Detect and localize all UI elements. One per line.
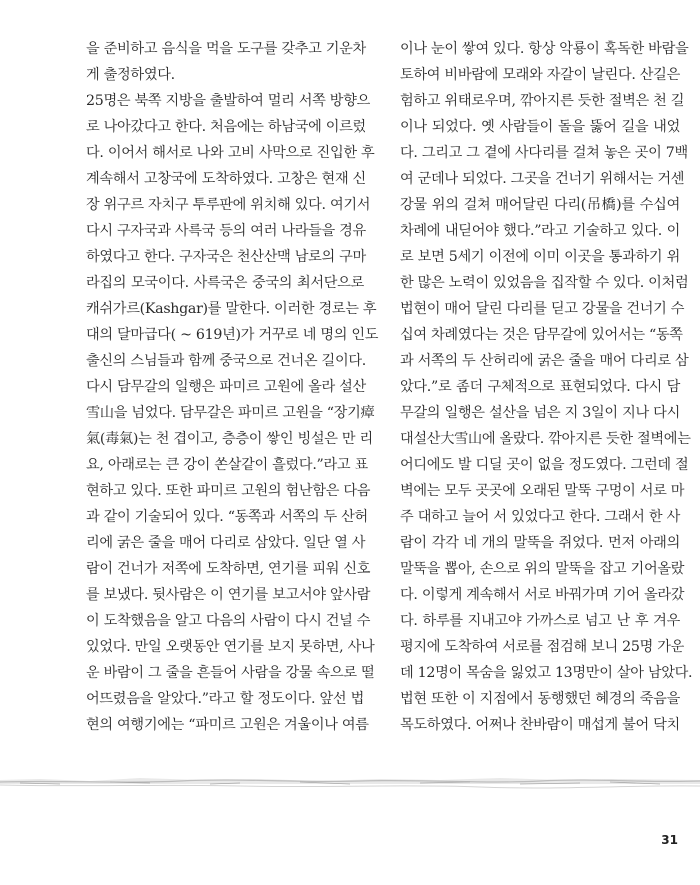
right-column-line: 았다.”로 좀더 구체적으로 표현되었다. 다시 담 xyxy=(400,379,680,395)
left-column-line: 다. 이어서 해서로 나와 고비 사막으로 진입한 후 xyxy=(86,145,375,161)
left-column-line: 리에 굵은 줄을 매어 다리로 삼았다. 일단 열 사 xyxy=(86,535,366,551)
right-column-line: 한 많은 노력이 있었음을 집작할 수 있다. 이처럼 xyxy=(400,275,689,291)
right-column-line: 데 12명이 목숨을 잃었고 13명만이 살아 남았다. xyxy=(400,665,693,681)
left-column-line: 요, 아래로는 큰 강이 쏜살같이 흘렀다.”라고 표 xyxy=(86,457,368,473)
right-column-line: 어디에도 발 디딜 곳이 없을 정도였다. 그런데 절 xyxy=(400,457,689,473)
right-column-line: 대설산大雪山에 올랐다. 깎아지른 듯한 절벽에는 xyxy=(400,431,691,447)
left-column-line: 계속해서 고창국에 도착하였다. 고창은 현재 신 xyxy=(86,171,366,187)
right-column-line: 주 대하고 늘어 서 있었다고 한다. 그래서 한 사 xyxy=(400,509,680,525)
right-column-line: 말뚝을 뽑아, 손으로 위의 말뚝을 잡고 기어올랐 xyxy=(400,561,685,577)
right-column-line: 다. 그리고 그 곁에 사다리를 걸쳐 놓은 곳이 7백 xyxy=(400,145,688,161)
left-column-line: 氣(毒氣)는 천 겹이고, 층층이 쌓인 빙설은 만 리 xyxy=(86,431,373,447)
right-column-line: 목도하였다. 어쩌나 찬바람이 매섭게 불어 닥치 xyxy=(400,717,680,733)
right-column-line: 법현이 매어 달린 다리를 딛고 강물을 건너기 수 xyxy=(400,301,685,317)
left-column-line: 장 위구르 자치구 투루판에 위치해 있다. 여기서 xyxy=(86,197,371,213)
left-column-line: 라집의 모국이다. 사륵국은 중국의 최서단으로 xyxy=(86,275,364,291)
left-column-line: 다시 담무갈의 일행은 파미르 고원에 올라 설산 xyxy=(86,379,366,395)
right-column-line: 벽에는 모두 곳곳에 오래된 말뚝 구멍이 서로 마 xyxy=(400,483,685,499)
right-text-column xyxy=(400,36,693,738)
left-column-line: 람이 건너가 저쪽에 도착하면, 연기를 피워 신호 xyxy=(86,561,371,577)
right-column-line: 차례에 내딛어야 했다.”라고 기술하고 있다. 이 xyxy=(400,223,680,239)
right-column-line: 다. 이렇게 계속해서 서로 바꿔가며 기어 올라갔 xyxy=(400,587,685,603)
left-column-line: 를 보냈다. 뒷사람은 이 연기를 보고서야 앞사람 xyxy=(86,587,371,603)
right-column-line: 토하여 비바람에 모래와 자갈이 날린다. 산길은 xyxy=(400,67,680,83)
right-column-line: 십여 차례였다는 것은 담무갈에 있어서는 “동쪽 xyxy=(400,327,683,343)
torn-paper-edge xyxy=(0,768,700,808)
left-column-line: 雪山을 넘었다. 담무갈은 파미르 고원을 “장기瘴 xyxy=(86,405,375,421)
left-column-line: 현의 여행기에는 “파미르 고원은 겨울이나 여름 xyxy=(86,717,369,733)
left-column-line: 현하고 있다. 또한 파미르 고원의 험난함은 다음 xyxy=(86,483,371,499)
left-column-line: 출신의 스님들과 함께 중국으로 건너온 길이다. xyxy=(86,353,366,369)
left-column-line: 25명은 북쪽 지방을 출발하여 멀리 서쪽 방향으 xyxy=(86,93,371,109)
left-column-line: 어뜨렸음을 알았다.”라고 할 정도이다. 앞선 법 xyxy=(86,691,364,707)
right-column-line: 강물 위의 걸쳐 매어달린 다리(吊橋)를 수십여 xyxy=(400,197,680,213)
page-number: 31 xyxy=(661,833,678,847)
right-column-line: 람이 각각 네 개의 말뚝을 쥐었다. 먼저 아래의 xyxy=(400,535,680,551)
right-column-line: 평지에 도착하여 서로를 점검해 보니 25명 가운 xyxy=(400,639,685,655)
left-text-column xyxy=(86,36,379,738)
left-column-line: 하였다고 한다. 구자국은 천산산맥 남로의 구마 xyxy=(86,249,366,265)
left-column-line: 과 같이 기술되어 있다. “동쪽과 서쪽의 두 산허 xyxy=(86,509,368,525)
right-column-line: 법현 또한 이 지점에서 동행했던 혜경의 죽음을 xyxy=(400,691,680,707)
left-column-line: 다시 구자국과 사륵국 등의 여러 나라들을 경유 xyxy=(86,223,366,239)
right-column-line: 로 보면 5세기 이전에 이미 이곳을 통과하기 위 xyxy=(400,249,680,265)
left-column-line: 이 도착했음을 알고 다음의 사람이 다시 건널 수 xyxy=(86,613,371,629)
left-column-line: 게 출정하였다. xyxy=(86,67,175,83)
left-column-line: 을 준비하고 음식을 먹을 도구를 갖추고 기운차 xyxy=(86,41,366,57)
right-column-line: 험하고 위태로우며, 깎아지른 듯한 절벽은 천 길 xyxy=(400,93,685,109)
right-column-line: 여 군데나 되었다. 그곳을 건너기 위해서는 거센 xyxy=(400,171,685,187)
left-column-line: 로 나아갔다고 한다. 처음에는 하남국에 이르렀 xyxy=(86,119,366,135)
left-column-line: 있었다. 만일 오랫동안 연기를 보지 못하면, 사나 xyxy=(86,639,375,655)
left-column-line: 캐쉬가르(Kashgar)를 말한다. 이러한 경로는 후 xyxy=(86,301,377,317)
right-column-line: 다. 하루를 지내고야 가까스로 넘고 난 후 겨우 xyxy=(400,613,680,629)
left-column-line: 대의 달마급다( ~ 619년)가 거꾸로 네 명의 인도 xyxy=(86,327,379,343)
left-column-line: 운 바람이 그 줄을 흔들어 사람을 강물 속으로 떨 xyxy=(86,665,375,681)
right-column-line: 무갈의 일행은 설산을 넘은 지 3일이 지나 다시 xyxy=(400,405,680,421)
right-column-line: 이나 눈이 쌓여 있다. 항상 악룡이 혹독한 바람을 xyxy=(400,41,689,57)
right-column-line: 이나 되었다. 옛 사람들이 돌을 뚫어 길을 내었 xyxy=(400,119,680,135)
right-column-line: 과 서쪽의 두 산허리에 굵은 줄을 매어 다리로 삼 xyxy=(400,353,689,369)
